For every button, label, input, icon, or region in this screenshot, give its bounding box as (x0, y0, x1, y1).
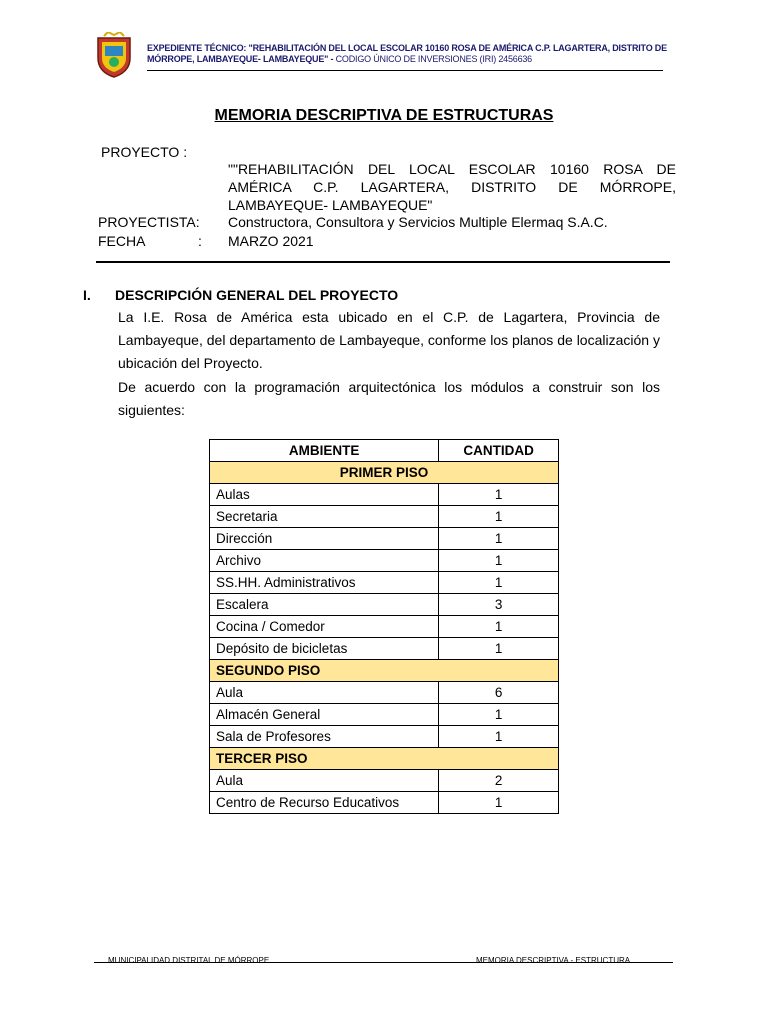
header-title-part2: MÓRROPE, LAMBAYEQUE- LAMBAYEQUE" - (147, 54, 334, 64)
table-row (210, 572, 559, 594)
document-title: MEMORIA DESCRIPTIVA DE ESTRUCTURAS (214, 107, 554, 124)
table-row (210, 484, 559, 506)
section-title: DESCRIPCIÓN GENERAL DEL PROYECTO (115, 287, 399, 303)
ambiente-cell: Almacén General (210, 704, 439, 726)
header-label: EXPEDIENTE TÉCNICO: (147, 43, 247, 53)
column-header-ambiente: AMBIENTE (210, 440, 439, 462)
table-row (210, 528, 559, 550)
footer-right: MEMORIA DESCRIPTIVA - ESTRUCTURA (476, 956, 631, 965)
cantidad-cell: 2 (439, 770, 559, 792)
cantidad-cell: 1 (439, 550, 559, 572)
table-row (210, 726, 559, 748)
section-number: I. (83, 287, 91, 303)
ambiente-cell: Aula (210, 682, 439, 704)
header-divider (147, 70, 663, 71)
cantidad-cell: 6 (439, 682, 559, 704)
ambiente-cell: Dirección (210, 528, 439, 550)
floor-header-row (210, 748, 559, 770)
ambiente-cell: Sala de Profesores (210, 726, 439, 748)
municipal-shield-icon (94, 32, 134, 78)
ambiente-cell: Secretaria (210, 506, 439, 528)
column-header-cantidad: CANTIDAD (439, 440, 559, 462)
cantidad-cell: 1 (439, 572, 559, 594)
cantidad-cell: 1 (439, 484, 559, 506)
table-row (210, 594, 559, 616)
fecha-label: FECHA (98, 233, 146, 249)
section-paragraph-2: De acuerdo con la programación arquitectónica los módulos a construir son los siguientes: (118, 379, 660, 418)
cantidad-cell: 3 (439, 594, 559, 616)
footer-left: MUNICIPALIDAD DISTRITAL DE MÓRROPE (108, 956, 270, 965)
ambiente-cell: Aulas (210, 484, 439, 506)
cantidad-cell: 1 (439, 726, 559, 748)
table-row (210, 638, 559, 660)
table-row (210, 506, 559, 528)
ambientes-table (209, 439, 559, 814)
ambiente-cell: Archivo (210, 550, 439, 572)
header-title-line2 (147, 54, 532, 64)
floor-label-primer-piso: PRIMER PISO (210, 462, 559, 484)
table-header-row (210, 440, 559, 462)
cantidad-cell: 1 (439, 616, 559, 638)
fecha-value: MARZO 2021 (228, 233, 314, 249)
proyectista-label: PROYECTISTA: (98, 214, 200, 230)
floor-label-tercer-piso: TERCER PISO (210, 748, 559, 770)
fecha-colon: : (198, 233, 202, 249)
header-title-part1: "REHABILITACIÓN DEL LOCAL ESCOLAR 10160 ROSA DE AMÉRICA C.P. LAGARTERA, DISTRITO DE (246, 43, 667, 53)
header-code: CODIGO ÚNICO DE INVERSIONES (IRI) 2456636 (333, 54, 532, 64)
table-row (210, 704, 559, 726)
proyecto-label: PROYECTO : (101, 144, 188, 160)
floor-header-row (210, 462, 559, 484)
floor-label-segundo-piso: SEGUNDO PISO (210, 660, 559, 682)
cantidad-cell: 1 (439, 506, 559, 528)
section-paragraph-1: La I.E. Rosa de América esta ubicado en el C.P. de Lagartera, Provincia de Lambayeque, del departamento de Lambayeque, conforme los planos de localización y ubicación del Proyecto. (118, 309, 660, 371)
cantidad-cell: 1 (439, 638, 559, 660)
ambiente-cell: SS.HH. Administrativos (210, 572, 439, 594)
table-row (210, 550, 559, 572)
ambiente-cell: Aula (210, 770, 439, 792)
proyectista-value: Constructora, Consultora y Servicios Multiple Elermaq S.A.C. (228, 214, 608, 230)
ambiente-cell: Cocina / Comedor (210, 616, 439, 638)
meta-divider (96, 261, 670, 263)
ambiente-cell: Depósito de bicicletas (210, 638, 439, 660)
proyecto-value: ""REHABILITACIÓN DEL LOCAL ESCOLAR 10160 ROSA DE AMÉRICA C.P. LAGARTERA, DISTRITO DE MÓRROPE, LAMBAYEQUE- LAMBAYEQUE" (228, 161, 676, 213)
table-row (210, 792, 559, 814)
floor-header-row (210, 660, 559, 682)
table-row (210, 770, 559, 792)
table-row (210, 682, 559, 704)
cantidad-cell: 1 (439, 704, 559, 726)
ambiente-cell: Escalera (210, 594, 439, 616)
table-row (210, 616, 559, 638)
cantidad-cell: 1 (439, 528, 559, 550)
header-title-line1 (147, 43, 667, 53)
cantidad-cell: 1 (439, 792, 559, 814)
ambiente-cell: Centro de Recurso Educativos (210, 792, 439, 814)
